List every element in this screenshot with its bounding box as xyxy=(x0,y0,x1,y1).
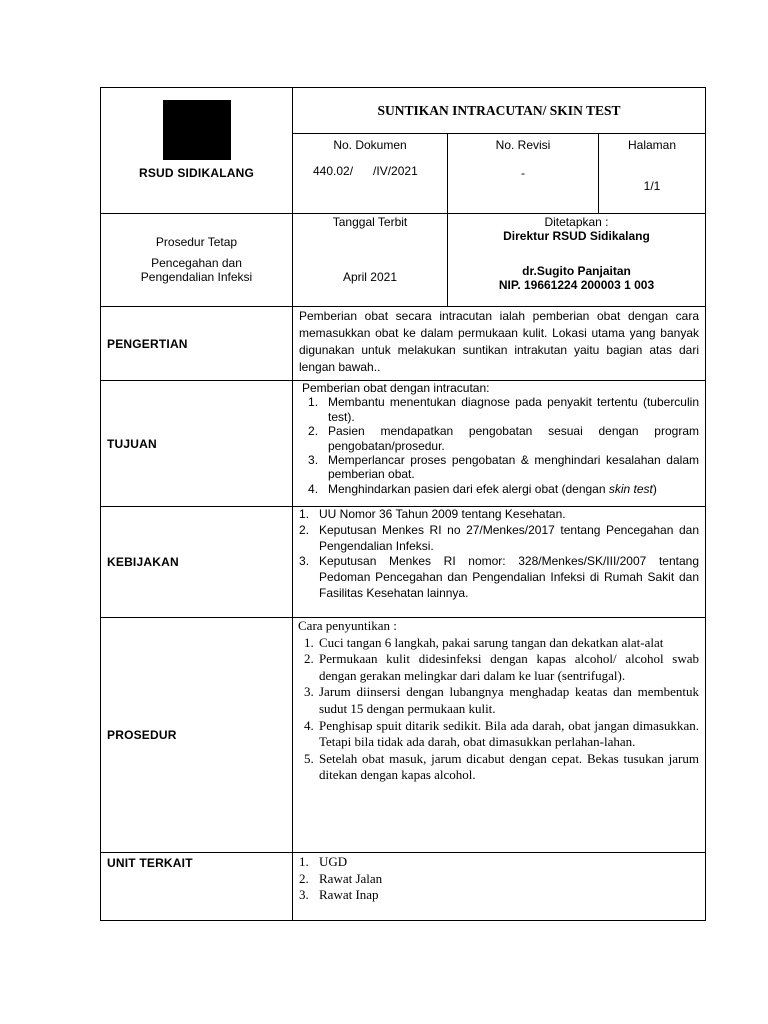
tujuan-content xyxy=(293,381,706,507)
list-item: Keputusan Menkes RI no 27/Menkes/2017 tentang Pencegahan dan Pengendalian Infeksi. xyxy=(319,522,699,553)
list-item: Jarum diinsersi dengan lubangnya menghadap keatas dan membentuk sudut 15 dengan permukaan kulit. xyxy=(319,684,699,716)
ditetapkan-cell xyxy=(448,214,706,307)
tanggal-terbit-cell xyxy=(293,214,448,307)
list-item: Rawat Inap xyxy=(319,887,379,903)
document-title: SUNTIKAN INTRACUTAN/ SKIN TEST xyxy=(377,102,621,118)
prosedur-tetap-cell xyxy=(101,214,293,307)
list-item: UU Nomor 36 Tahun 2009 tentang Kesehatan. xyxy=(319,507,566,521)
tujuan-intro: Pemberian obat dengan intracutan: xyxy=(302,381,490,395)
tujuan-label: TUJUAN xyxy=(107,436,157,451)
prosedur-intro: Cara penyuntikan : xyxy=(298,618,397,633)
signer-nip: NIP. 19661224 200003 1 003 xyxy=(498,278,655,292)
prosedur-area: Pencegahan dan Pengendalian Infeksi xyxy=(140,256,253,285)
pengertian-label-cell xyxy=(101,307,293,381)
dokumen-label: No. Dokumen xyxy=(333,138,407,152)
tujuan-list xyxy=(302,395,699,496)
unit-list xyxy=(293,854,699,904)
document-title-cell xyxy=(293,88,706,134)
list-item: Penghisap spuit ditarik sedikit. Bila ada darah, obat jangan dimasukkan. Tetapi bila tidak ada darah, obat dimasukkan perlahan-lahan. xyxy=(319,717,699,750)
kebijakan-label-cell xyxy=(101,507,293,618)
list-item: Permukaan kulit didesinfeksi dengan kapas alcohol/ alcohol swab dengan gerakan melingkar dari dalam ke luar (sentrifugal). xyxy=(319,651,699,683)
pengertian-text: Pemberian obat secara intracutan ialah pemberian obat dengan cara memasukkan obat ke dalam permukaan kulit. Lokasi utama yang banyak digunakan untuk melakukan suntikan intrakutan yaitu bagian atas dari lengan bawah.. xyxy=(299,309,699,374)
pengertian-content xyxy=(293,307,706,381)
prosedur-label-cell xyxy=(101,618,293,853)
prosedur-label: PROSEDUR xyxy=(107,728,177,742)
list-item: Cuci tangan 6 langkah, pakai sarung tangan dan dekatkan alat-alat xyxy=(319,634,664,650)
kebijakan-label: KEBIJAKAN xyxy=(107,555,179,569)
kebijakan-content xyxy=(293,507,706,618)
revisi-cell xyxy=(448,134,599,214)
unit-label: UNIT TERKAIT xyxy=(107,856,193,870)
halaman-cell xyxy=(599,134,706,214)
revisi-label: No. Revisi xyxy=(495,138,551,152)
dokumen-cell xyxy=(293,134,448,214)
list-item: Membantu menentukan diagnose pada penyakit tertentu (tuberculin test). xyxy=(328,395,699,424)
prosedur-list xyxy=(298,635,699,784)
tujuan-label-cell xyxy=(101,381,293,507)
tanggal-value: April 2021 xyxy=(342,270,398,284)
revisi-value: - xyxy=(521,166,525,180)
hospital-logo xyxy=(163,100,231,160)
dokumen-value: 440.02/ /IV/2021 xyxy=(313,164,418,178)
unit-label-cell xyxy=(101,853,293,921)
list-item: Rawat Jalan xyxy=(319,870,383,886)
kebijakan-list xyxy=(293,507,699,602)
halaman-value: 1/1 xyxy=(643,179,661,193)
pengertian-label: PENGERTIAN xyxy=(107,336,188,351)
list-item: UGD xyxy=(319,854,348,869)
ditetapkan-by: Direktur RSUD Sidikalang xyxy=(503,229,650,243)
list-item: Memperlancar proses pengobatan & menghindari kesalahan dalam pemberian obat. xyxy=(328,453,699,482)
list-item: Setelah obat masuk, jarum dicabut dengan cepat. Bekas tusukan jarum ditekan dengan kapas alcohol. xyxy=(319,750,699,783)
prosedur-content xyxy=(293,618,706,853)
prosedur-type: Prosedur Tetap xyxy=(155,235,238,249)
skin-test-italic: skin test xyxy=(608,481,653,496)
signer-name: dr.Sugito Panjaitan xyxy=(522,264,631,278)
halaman-label: Halaman xyxy=(627,138,677,152)
list-item: Keputusan Menkes RI nomor: 328/Menkes/SK/III/2007 tentang Pedoman Pencegahan dan Pengendalian Infeksi di Rumah Sakit dan Fasilitas Kesehatan lainnya. xyxy=(319,554,699,600)
ditetapkan-label: Ditetapkan : xyxy=(544,215,609,229)
list-item: Menghindarkan pasien dari efek alergi obat (dengan skin test) xyxy=(328,481,657,496)
hospital-name: RSUD SIDIKALANG xyxy=(138,166,254,180)
hospital-header-cell xyxy=(101,88,293,214)
tanggal-label: Tanggal Terbit xyxy=(332,215,408,229)
list-item: Pasien mendapatkan pengobatan sesuai dengan program pengobatan/prosedur. xyxy=(328,424,699,453)
sop-document-table xyxy=(100,87,706,921)
unit-content xyxy=(293,853,706,921)
